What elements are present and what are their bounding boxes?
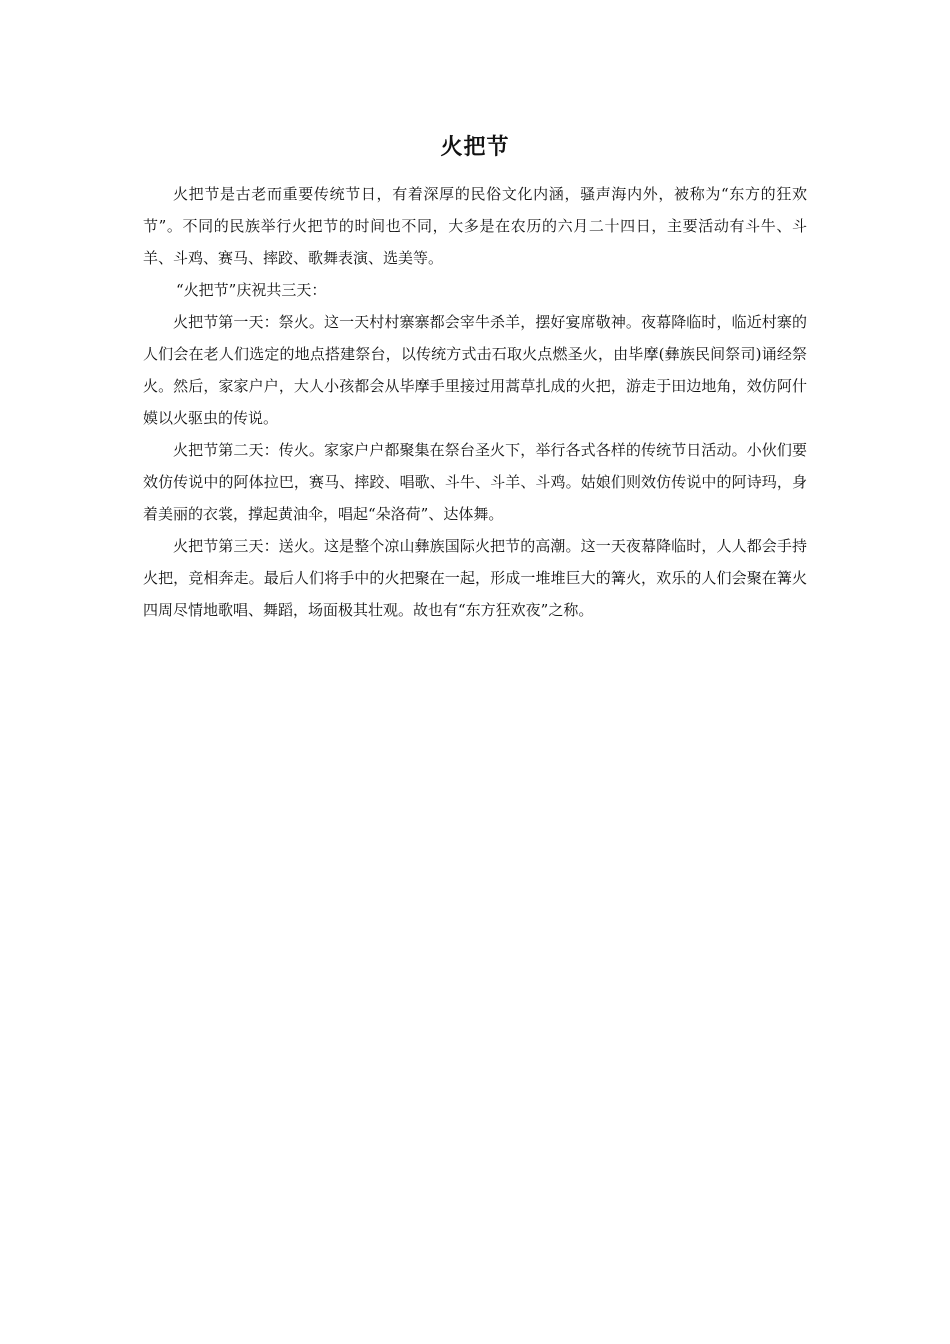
paragraph-intro: 火把节是古老而重要传统节日，有着深厚的民俗文化内涵，骚声海内外，被称为“东方的狂欢节”。不同的民族举行火把节的时间也不同，大多是在农历的六月二十四日，主要活动有斗牛、斗羊、斗鸡、赛马、摔跤、歌舞表演、选美等。	[143, 185, 807, 267]
paragraph-three-days: “火把节”庆祝共三天：	[176, 281, 327, 299]
document-title: 火把节	[440, 135, 510, 160]
paragraph-day-two: 火把节第二天：传火。家家户户都聚集在祭台圣火下，举行各式各样的传统节日活动。小伙们要效仿传说中的阿体拉巴，赛马、摔跤、唱歌、斗牛、斗羊、斗鸡。姑娘们则效仿传说中的阿诗玛，身着美丽的衣裳，撑起黄油伞，唱起“朵洛荷”、达体舞。	[143, 441, 807, 523]
paragraph-day-one: 火把节第一天：祭火。这一天村村寨寨都会宰牛杀羊，摆好宴席敬神。夜幕降临时，临近村寨的人们会在老人们选定的地点搭建祭台，以传统方式击石取火点燃圣火，由毕摩(彝族民间祭司)诵经祭火。然后，家家户户，大人小孩都会从毕摩手里接过用蒿草扎成的火把，游走于田边地角，效仿阿什嫫以火驱虫的传说。	[143, 313, 807, 427]
paragraph-day-three: 火把节第三天：送火。这是整个凉山彝族国际火把节的高潮。这一天夜幕降临时，人人都会手持火把，竞相奔走。最后人们将手中的火把聚在一起，形成一堆堆巨大的篝火，欢乐的人们会聚在篝火四周尽情地歌唱、舞蹈，场面极其壮观。故也有“东方狂欢夜”之称。	[143, 537, 807, 619]
document-body	[143, 128, 807, 626]
